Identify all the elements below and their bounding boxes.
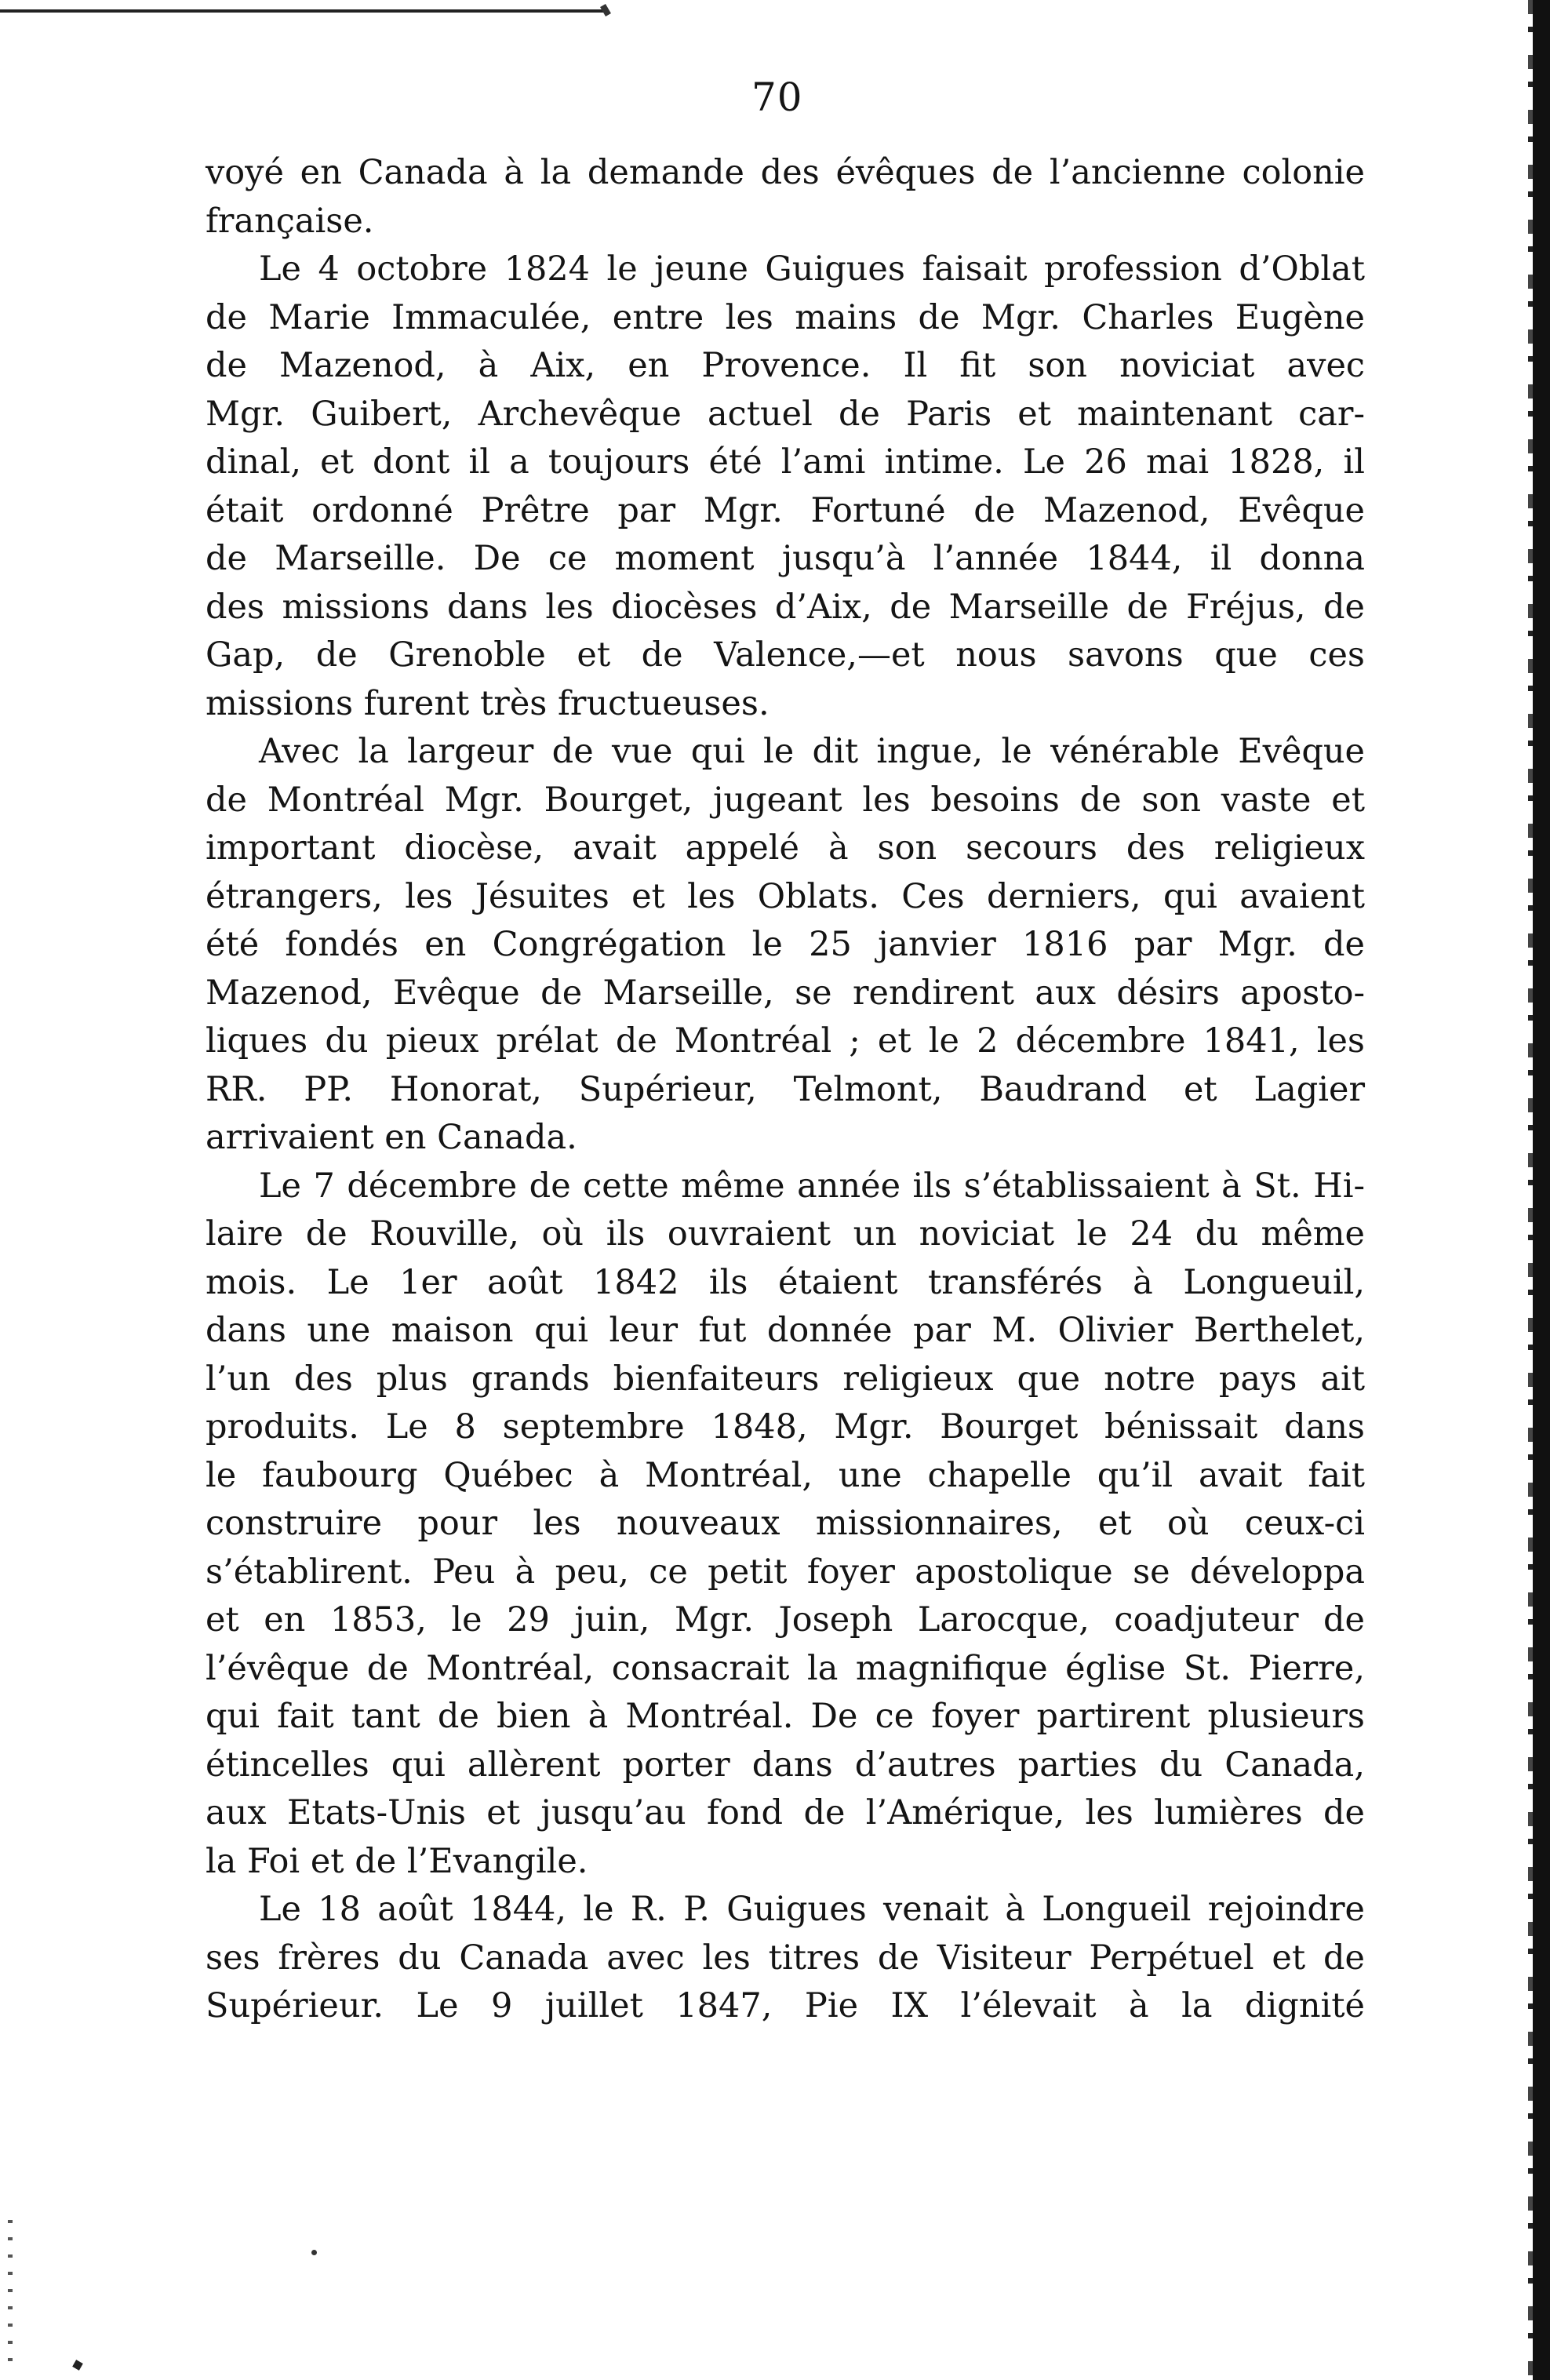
text-line: dinal, et dont il a toujours été l’ami intime. Le 26 mai 1828, il	[206, 442, 1365, 482]
text-line: française.	[206, 201, 374, 241]
text-line: RR. PP. Honorat, Supérieur, Telmont, Baudrand et Lagier	[206, 1069, 1365, 1109]
page-number: 70	[751, 75, 803, 120]
text-line: de Marie Immaculée, entre les mains de Mgr. Charles Eugène	[206, 297, 1365, 337]
top-mark	[600, 4, 611, 16]
text-line: voyé en Canada à la demande des évêques de l’ancienne colonie	[206, 153, 1365, 192]
top-rule	[0, 9, 604, 13]
text-line: liques du pieux prélat de Montréal ; et le 2 décembre 1841, les	[206, 1021, 1365, 1061]
text-line: produits. Le 8 septembre 1848, Mgr. Bourget bénissait dans	[206, 1407, 1365, 1447]
text-line: Le 4 octobre 1824 le jeune Guigues faisait profession d’Oblat	[259, 249, 1365, 289]
left-margin-dots	[8, 2220, 13, 2369]
text-line: qui fait tant de bien à Montréal. De ce foyer partirent plusieurs	[206, 1697, 1365, 1736]
text-line: la Foi et de l’Evangile.	[206, 1841, 588, 1881]
text-line: des missions dans les diocèses d’Aix, de Marseille de Fréjus, de	[206, 587, 1365, 627]
text-line: Supérieur. Le 9 juillet 1847, Pie IX l’élevait à la dignité	[206, 1986, 1365, 2025]
text-line: été fondés en Congrégation le 25 janvier 1816 par Mgr. de	[206, 925, 1365, 964]
text-line: dans une maison qui leur fut donnée par M. Olivier Berthelet,	[206, 1311, 1365, 1350]
text-line: Gap, de Grenoble et de Valence,—et nous savons que ces	[206, 635, 1365, 675]
text-line: de Marseille. De ce moment jusqu’à l’année 1844, il donna	[206, 539, 1365, 578]
text-line: Le 18 août 1844, le R. P. Guigues venait à Longueil rejoindre	[259, 1890, 1365, 1929]
text-line: étrangers, les Jésuites et les Oblats. Ces derniers, qui avaient	[206, 876, 1365, 916]
text-line: important diocèse, avait appelé à son secours des religieux	[206, 828, 1365, 868]
text-line: Mgr. Guibert, Archevêque actuel de Paris et maintenant car-	[206, 394, 1365, 434]
text-line: ses frères du Canada avec les titres de Visiteur Perpétuel et de	[206, 1938, 1365, 1978]
text-line: étincelles qui allèrent porter dans d’autres parties du Canada,	[206, 1745, 1365, 1785]
text-line: Avec la largeur de vue qui le dit ingue, le vénérable Evêque	[259, 732, 1365, 771]
text-line: construire pour les nouveaux missionnaires, et où ceux-ci	[206, 1504, 1365, 1543]
text-line: s’établirent. Peu à peu, ce petit foyer apostolique se développa	[206, 1552, 1365, 1592]
text-line: l’un des plus grands bienfaiteurs religieux que notre pays ait	[206, 1359, 1365, 1399]
text-line: mois. Le 1er août 1842 ils étaient transférés à Longueuil,	[206, 1262, 1365, 1302]
text-line: était ordonné Prêtre par Mgr. Fortuné de Mazenod, Evêque	[206, 490, 1365, 530]
text-line: aux Etats-Unis et jusqu’au fond de l’Amérique, les lumières de	[206, 1793, 1365, 1832]
page-edge-border	[1533, 0, 1550, 2380]
page-edge-shadow	[1528, 0, 1533, 2380]
text-line: le faubourg Québec à Montréal, une chapelle qu’il avait fait	[206, 1455, 1365, 1495]
text-line: Mazenod, Evêque de Marseille, se rendirent aux désirs aposto-	[206, 973, 1365, 1013]
text-line: de Mazenod, à Aix, en Provence. Il fit son noviciat avec	[206, 346, 1365, 385]
text-line: arrivaient en Canada.	[206, 1118, 577, 1157]
text-line: et en 1853, le 29 juin, Mgr. Joseph Larocque, coadjuteur de	[206, 1600, 1365, 1639]
margin-mark	[311, 2250, 317, 2255]
margin-mark	[72, 2360, 83, 2371]
text-line: de Montréal Mgr. Bourget, jugeant les besoins de son vaste et	[206, 780, 1365, 820]
body-text	[206, 149, 1365, 2031]
text-line: missions furent très fructueuses.	[206, 683, 770, 723]
text-line: l’évêque de Montréal, consacrait la magnifique église St. Pierre,	[206, 1648, 1365, 1688]
text-line: laire de Rouville, où ils ouvraient un noviciat le 24 du même	[206, 1214, 1365, 1254]
text-line: Le 7 décembre de cette même année ils s’établissaient à St. Hi-	[259, 1166, 1365, 1206]
